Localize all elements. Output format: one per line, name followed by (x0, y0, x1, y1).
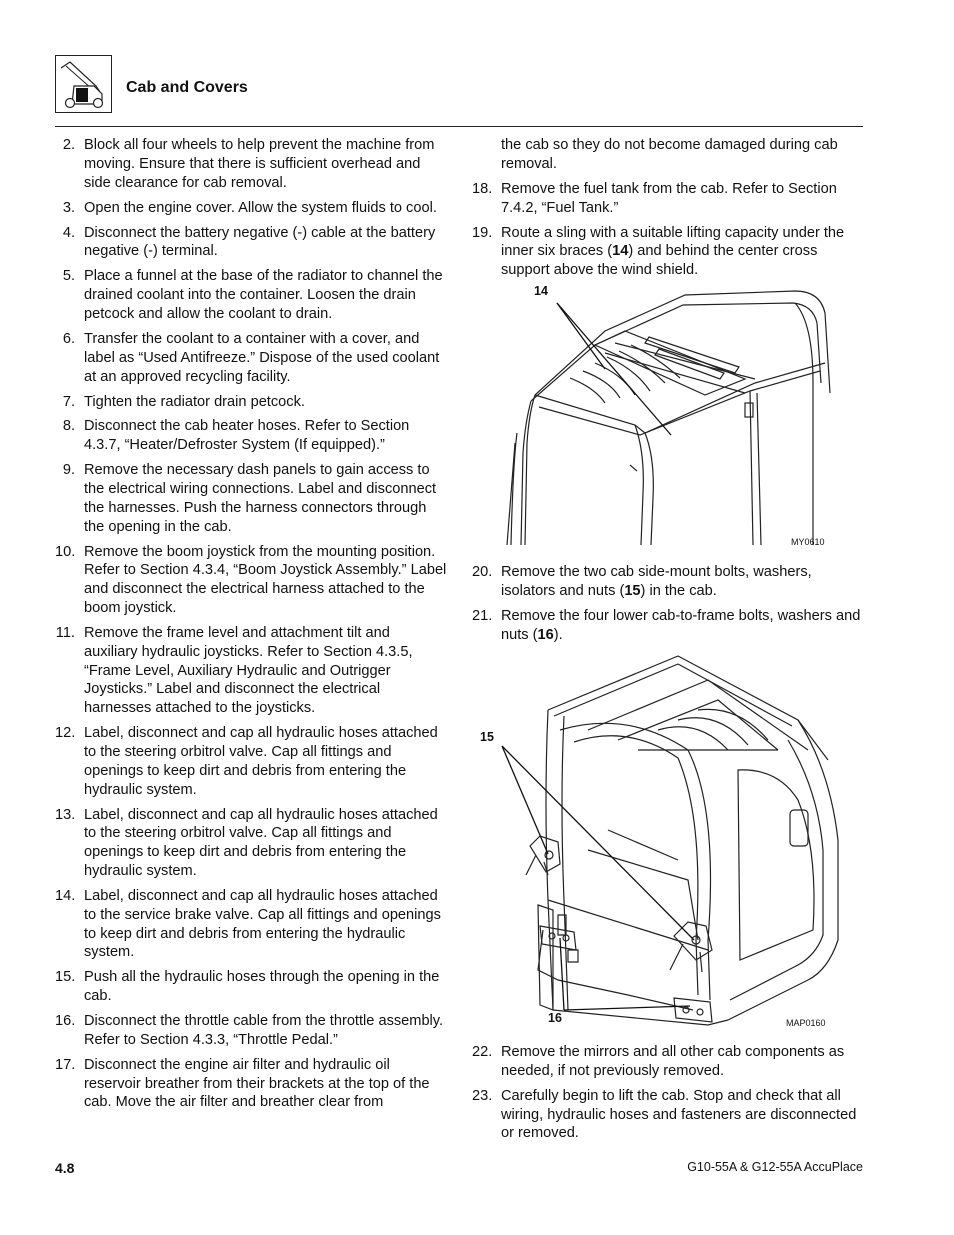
step-item (55, 887, 447, 962)
step-text: Label, disconnect and cap all hydraulic hoses attached to the steering orbitrol valve. Cap all fittings and openings to keep dirt and debris from entering the hydraulic system. (84, 725, 438, 798)
step-text: the cab so they do not become damaged during cab removal. (501, 137, 838, 172)
step-text-post: ) and behind the center cross support above the wind shield. (501, 243, 818, 279)
figure-cab-mount-bolts (478, 650, 843, 1035)
step-number: 22. (472, 1044, 493, 1060)
step-text-pre: Remove the two cab side-mount bolts, washers, isolators and nuts ( (501, 564, 812, 599)
step-number: 17. (55, 1056, 76, 1073)
step-number: 23. (472, 1087, 493, 1104)
step-item (55, 224, 447, 262)
step-number: 12. (55, 725, 76, 742)
step-text: Label, disconnect and cap all hydraulic hoses attached to the steering orbitrol valve. Cap all fittings and openings to keep dirt and debris from entering the hydraulic system. (84, 806, 438, 879)
step-text-post: ). (553, 626, 563, 643)
step-text: Place a funnel at the base of the radiator to channel the drained coolant into the container. Loosen the drain petcock and allow the coolant to drain. (84, 268, 443, 322)
step-item (472, 1087, 864, 1143)
step-text-pre: Route a sling with a suitable lifting capacity under the inner six braces ( (501, 224, 845, 260)
step-17-continuation (472, 136, 864, 174)
step-number: 21. (472, 607, 493, 624)
section-title: Cab and Covers (126, 79, 248, 96)
step-item (55, 393, 447, 412)
step-item (55, 543, 447, 618)
header-divider (55, 126, 863, 127)
page-number: 4.8 (55, 1160, 75, 1176)
step-number: 10. (55, 543, 76, 560)
step-text: Disconnect the battery negative (-) cable at the battery negative (-) terminal. (84, 224, 436, 260)
step-item (55, 461, 447, 536)
step-text: Remove the necessary dash panels to gain access to the electrical wiring connections. Label and disconnect the harnesses. Push the harness connectors through the opening in the cab. (84, 462, 437, 535)
step-text-pre: Remove the four lower cab-to-frame bolts, washers and nuts ( (501, 607, 861, 643)
step-number: 20. (472, 564, 493, 580)
right-column-bottom (472, 1043, 864, 1149)
step-number: 6. (62, 330, 75, 347)
step-number: 2. (62, 137, 75, 153)
step-text: Push all the hydraulic hoses through the opening in the cab. (84, 969, 440, 1005)
step-text: Remove the mirrors and all other cab components as needed, if not previously removed. (501, 1044, 845, 1079)
figure-cab-roof-braces (495, 283, 840, 555)
step-19 (472, 224, 864, 280)
step-text: Disconnect the cab heater hoses. Refer to Section 4.3.7, “Heater/Defroster System (If equipped).” (84, 418, 410, 454)
step-text: Disconnect the engine air filter and hydraulic oil reservoir breather from their brackets at the top of the cab. Move the air filter and breather clear from (84, 1056, 430, 1111)
step-item (55, 1012, 447, 1050)
telehandler-icon (56, 56, 111, 112)
step-20 (472, 563, 864, 601)
step-number: 9. (62, 462, 75, 479)
callout-14: 14 (534, 284, 548, 298)
step-number: 5. (62, 268, 75, 285)
step-text: Disconnect the throttle cable from the throttle assembly. Refer to Section 4.3.3, “Throttle Pedal.” (84, 1013, 444, 1048)
step-text: Remove the boom joystick from the mounting position. Refer to Section 4.3.4, “Boom Joystick Assembly.” Label and disconnect the electrical harness attached to the boom joystick. (84, 543, 447, 617)
step-text: Tighten the radiator drain petcock. (84, 393, 305, 410)
step-item (55, 199, 447, 218)
step-number: 8. (62, 418, 75, 435)
step-item (55, 417, 447, 455)
callout-15: 15 (480, 730, 494, 744)
step-item (55, 724, 447, 799)
cab-roof-illustration (495, 283, 840, 555)
step-text: Label, disconnect and cap all hydraulic hoses attached to the service brake valve. Cap all fittings and openings to keep dirt and debris from entering the hydraulic system. (84, 887, 441, 961)
model-name: G10-55A & G12-55A AccuPlace (687, 1160, 863, 1174)
step-text: Open the engine cover. Allow the system fluids to cool. (84, 199, 437, 216)
step-number: 13. (55, 806, 76, 823)
right-column-middle (472, 563, 864, 651)
step-text: Remove the frame level and attachment tilt and auxiliary hydraulic joysticks. Refer to Section 4.3.5, “Frame Level, Auxiliary Hydraulic and Outrigger Joysticks.” Label and disconnect the electrical harnesses attached to the joysticks. (84, 625, 413, 717)
callout-16: 16 (548, 1011, 562, 1025)
step-text: Carefully begin to lift the cab. Stop and check that all wiring, hydraulic hoses and fasteners are disconnected or removed. (501, 1087, 857, 1142)
step-item (55, 267, 447, 323)
right-column (472, 136, 864, 286)
step-number: 14. (55, 887, 76, 904)
callout-ref: 15 (624, 582, 641, 599)
step-number: 18. (472, 180, 493, 197)
figure-code: MY0610 (791, 537, 825, 547)
step-number: 7. (62, 393, 75, 410)
step-item (55, 624, 447, 718)
step-item (55, 330, 447, 386)
step-text: Block all four wheels to help prevent the machine from moving. Ensure that there is sufficient overhead and side clearance for cab removal. (84, 137, 435, 191)
figure-code: MAP0160 (786, 1018, 826, 1028)
step-text: Remove the fuel tank from the cab. Refer to Section 7.4.2, “Fuel Tank.” (501, 180, 837, 216)
cab-body-illustration (478, 650, 843, 1035)
step-text: Transfer the coolant to a container with a cover, and label as “Used Antifreeze.” Dispose of the used coolant at an approved recycling facility. (84, 330, 440, 385)
step-item (55, 968, 447, 1006)
step-item (472, 180, 864, 218)
step-21 (472, 607, 864, 645)
step-item (55, 136, 447, 192)
step-number: 4. (62, 224, 75, 241)
step-item (55, 1056, 447, 1112)
step-number: 3. (62, 199, 75, 216)
callout-ref: 16 (537, 626, 554, 643)
section-logo-icon (55, 55, 112, 113)
left-column (55, 136, 447, 1118)
step-number: 15. (55, 969, 76, 986)
step-number: 11. (55, 625, 75, 642)
step-item (472, 1043, 864, 1081)
callout-ref: 14 (612, 243, 629, 260)
step-number: 19. (472, 224, 493, 241)
step-number: 16. (55, 1013, 76, 1030)
step-text-post: ) in the cab. (640, 582, 717, 599)
step-item (55, 806, 447, 881)
